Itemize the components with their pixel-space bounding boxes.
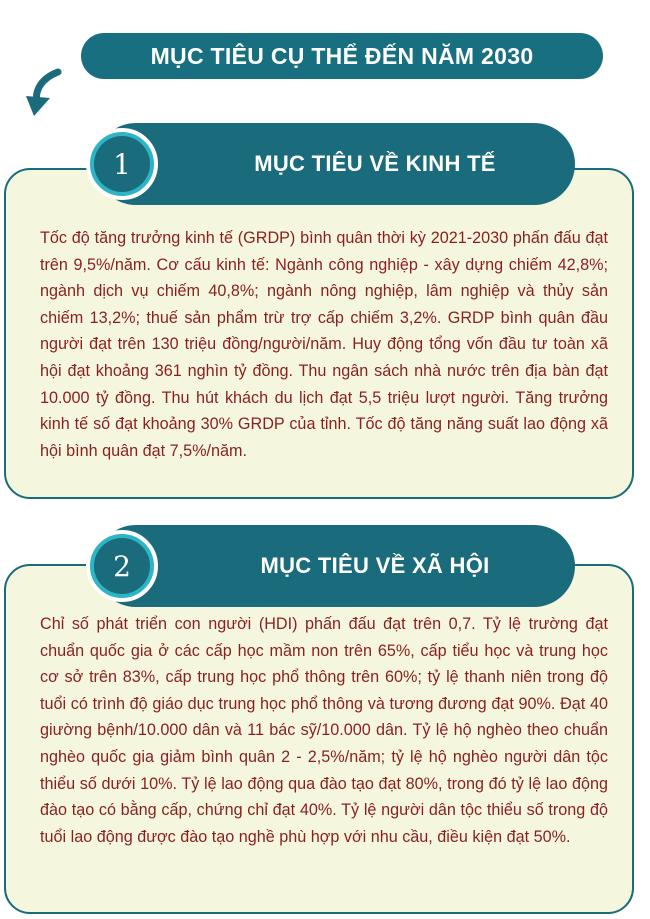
- section-heading: MỤC TIÊU VỀ XÃ HỘI: [260, 553, 490, 578]
- page-title: MỤC TIÊU CỤ THỂ ĐẾN NĂM 2030: [81, 33, 603, 79]
- section-card-society: [4, 564, 634, 914]
- section-number-badge: [86, 530, 158, 602]
- section-card-economy: [4, 168, 634, 499]
- section-heading: MỤC TIÊU VỀ KINH TẾ: [254, 151, 496, 176]
- section-header-society: [95, 525, 575, 607]
- section-number: 2: [94, 538, 150, 594]
- section-header-economy: [95, 123, 575, 205]
- section-body: Chỉ số phát triển con người (HDI) phấn đấu đạt trên 0,7. Tỷ lệ trường đạt chuẩn quốc gia ở các cấp học mầm non trên 65%, cấp tiểu học và trung học cơ sở trên 83%, cấp trung học phổ thông trên 60%; tỷ lệ thanh niên trong độ tuổi có trình độ giáo dục trung học phổ thông và tương đương đạt 90%. Đạt 40 giường bệnh/10.000 dân và 11 bác sỹ/10.000 dân. Tỷ lệ hộ nghèo theo chuẩn nghèo quốc gia giảm bình quân 2 - 2,5%/năm; tỷ lệ hộ nghèo người dân tộc thiểu số dưới 10%. Tỷ lệ lao động qua đào tạo đạt 80%, trong đó tỷ lệ lao động đào tạo có bằng cấp, chứng chỉ đạt 40%. Tỷ lệ người dân tộc thiểu số trong độ tuổi lao động được đào tạo nghề phù hợp với nhu cầu, điều kiện đạt 50%.: [40, 615, 608, 846]
- section-body: Tốc độ tăng trưởng kinh tế (GRDP) bình quân thời kỳ 2021-2030 phấn đấu đạt trên 9,5%/năm. Cơ cấu kinh tế: Ngành công nghiệp - xây dựng chiếm 42,8%; ngành dịch vụ chiếm 40,8%; ngành nông nghiệp, lâm nghiệp và thủy sản chiếm 13,2%; thuế sản phẩm trừ trợ cấp chiếm 3,2%. GRDP bình quân đầu người đạt trên 130 triệu đồng/người/năm. Huy động tổng vốn đầu tư toàn xã hội đạt khoảng 361 nghìn tỷ đồng. Thu ngân sách nhà nước trên địa bàn đạt 10.000 tỷ đồng. Thu hút khách du lịch đạt 5,5 triệu lượt người. Tăng trưởng kinh tế số đạt khoảng 30% GRDP của tỉnh. Tốc độ tăng năng suất lao động xã hội bình quân đạt 7,5%/năm.: [40, 229, 608, 460]
- section-number: 1: [94, 136, 150, 192]
- curved-arrow-icon: [20, 68, 66, 118]
- section-number-badge: [86, 128, 158, 200]
